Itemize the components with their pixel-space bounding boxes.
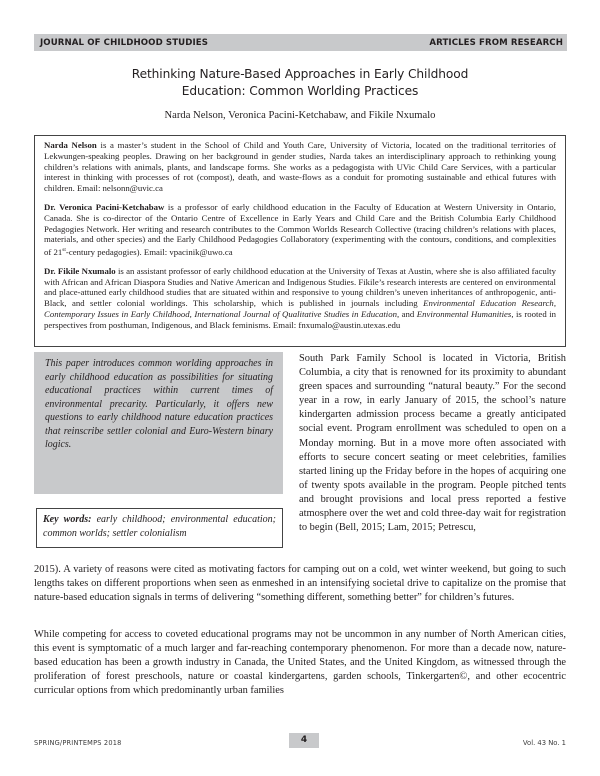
abstract-text: This paper introduces common worlding approaches in early childhood education as possibilities for situating educational practices within current times of environmental precarity. Particularly, it offers new questions to early childhood nature education practices that reinscribe settler colonial and Euro-Western binary logics.	[45, 358, 273, 450]
keywords-label: Key words:	[43, 514, 92, 525]
body-paragraph-2: While competing for access to coveted educational programs may not be uncommon in any number of North American cities, this event is symptomatic of a much larger and far-reaching contemporary phenomenon. For more than a decade now, nature-based education has been a growth industry in Canada, the United States, and the United Kingdom, as witnessed through the proliferation of forest preschools, nature or coastal kindergartens, garden schools, Tinkergarten©, and other ecocentric curricular options from which predominantly urban families	[34, 629, 566, 697]
author-list: Narda Nelson, Veronica Pacini-Ketchabaw, and Fikile Nxumalo	[164, 110, 436, 121]
bio-name: Dr. Fikile Nxumalo	[44, 265, 116, 276]
section-name: ARTICLES FROM RESEARCH	[429, 37, 563, 48]
article-title	[60, 66, 540, 100]
bio-name: Narda Nelson	[44, 140, 97, 150]
body-paragraph-1-column: South Park Family School is located in Victoria, British Columbia, a city that is renowned for its proximity to abundant green spaces and surrounding “natural beauty.” For the second year in a row, in early January of 2015, the school’s nature kindergarten admission process became a greatly anticipated social event. Program enrollment was scheduled to open on a Monday morning. But in a move more often associated with efforts to secure concert seating or meet celebrities, families started lining up the Friday before in the hopes of acquiring one of twenty spots available in the program. People pitched tents and brought provisions and local press reported a festive atmosphere over the wet and cold three-day wait for registration to begin (Bell, 2015; Lam, 2015; Petrescu,	[299, 353, 566, 534]
footer-volume: Vol. 43 No. 1	[522, 739, 566, 747]
journal-name: JOURNAL OF CHILDHOOD STUDIES	[40, 37, 209, 48]
footer-issue: SPRING/PRINTEMPS 2018	[34, 739, 122, 747]
bio-name: Dr. Veronica Pacini-Ketchabaw	[44, 201, 165, 212]
title-line-1: Rethinking Nature-Based Approaches in Early Childhood	[131, 67, 469, 81]
running-header	[34, 34, 567, 51]
bio-nelson: Narda Nelson is a master’s student in the School of Child and Youth Care, University of Victoria, located on the traditional territories of Lekwungen-speaking peoples. Drawing on her background in gender studies, Narda takes an interdisciplinary approach to rethinking young children’s relations with animals, plants, and landscape forms. She works as a pedagogista with UVic Child Care Services, with a particular interest in thinking with processes of rot (compost), death, and waste-flows as a conduit for promoting sustainable and ethical futures with children. Email: nelsonn@uvic.ca	[44, 140, 556, 194]
abstract-box	[34, 352, 283, 494]
keywords-list: early childhood; environmental education; common worlds; settler colonialism	[43, 514, 276, 539]
keywords-box	[36, 508, 283, 548]
keywords	[43, 513, 276, 540]
title-line-2: Education: Common Worlding Practices	[181, 84, 419, 98]
page-number: 4	[289, 733, 319, 748]
bio-nxumalo: Dr. Fikile Nxumalo is an assistant professor of early childhood education at the University of Texas at Austin, where she is also affiliated faculty with African and African Diaspora Studies and Native American and Indigenous Studies. Fikile’s research interests are centered on environmental and place-attuned early childhood studies that are situated within and responsive to young children’s uneven inheritances of anthropogenic, anti-Black, and settler colonial worldings. This scholarship, which is published in journals including Environmental Education Research, Contemporary Issues in Early Childhood, International Journal of Qualitative Studies in Education, and Environmental Humanities, is rooted in perspectives from posthuman, Indigenous, and Black feminisms. Email: fnxumalo@austin.utexas.edu	[44, 265, 556, 330]
bio-pacini-ketchabaw: Dr. Veronica Pacini-Ketchabaw is a professor of early childhood education in the Faculty of Education at Western University in Ontario, Canada. She is co-director of the Ontario Centre of Excellence in Early Years and Child Care and the British Columbia Early Childhood Pedagogies Network. Her writing and research contributes to the Common Worlds Research Collective (tracing children’s relations with places, materials, and other species) and the Early Childhood Pedagogies Collaboratory (experimenting with the contours, conditions, and complexities of 21st-century pedagogies). Email: vpacinik@uwo.ca	[44, 201, 556, 258]
body-paragraph-1-continuation: 2015). A variety of reasons were cited as motivating factors for camping out on a cold, wet winter weekend, but going to such lengths takes on different proportions when seen as enmeshed in an intensifying societal drive to capitalize on the promise that nature-based education signals in terms of delivering “something different, something better” for children’s futures.	[34, 564, 566, 604]
author-bios-box	[34, 135, 566, 347]
